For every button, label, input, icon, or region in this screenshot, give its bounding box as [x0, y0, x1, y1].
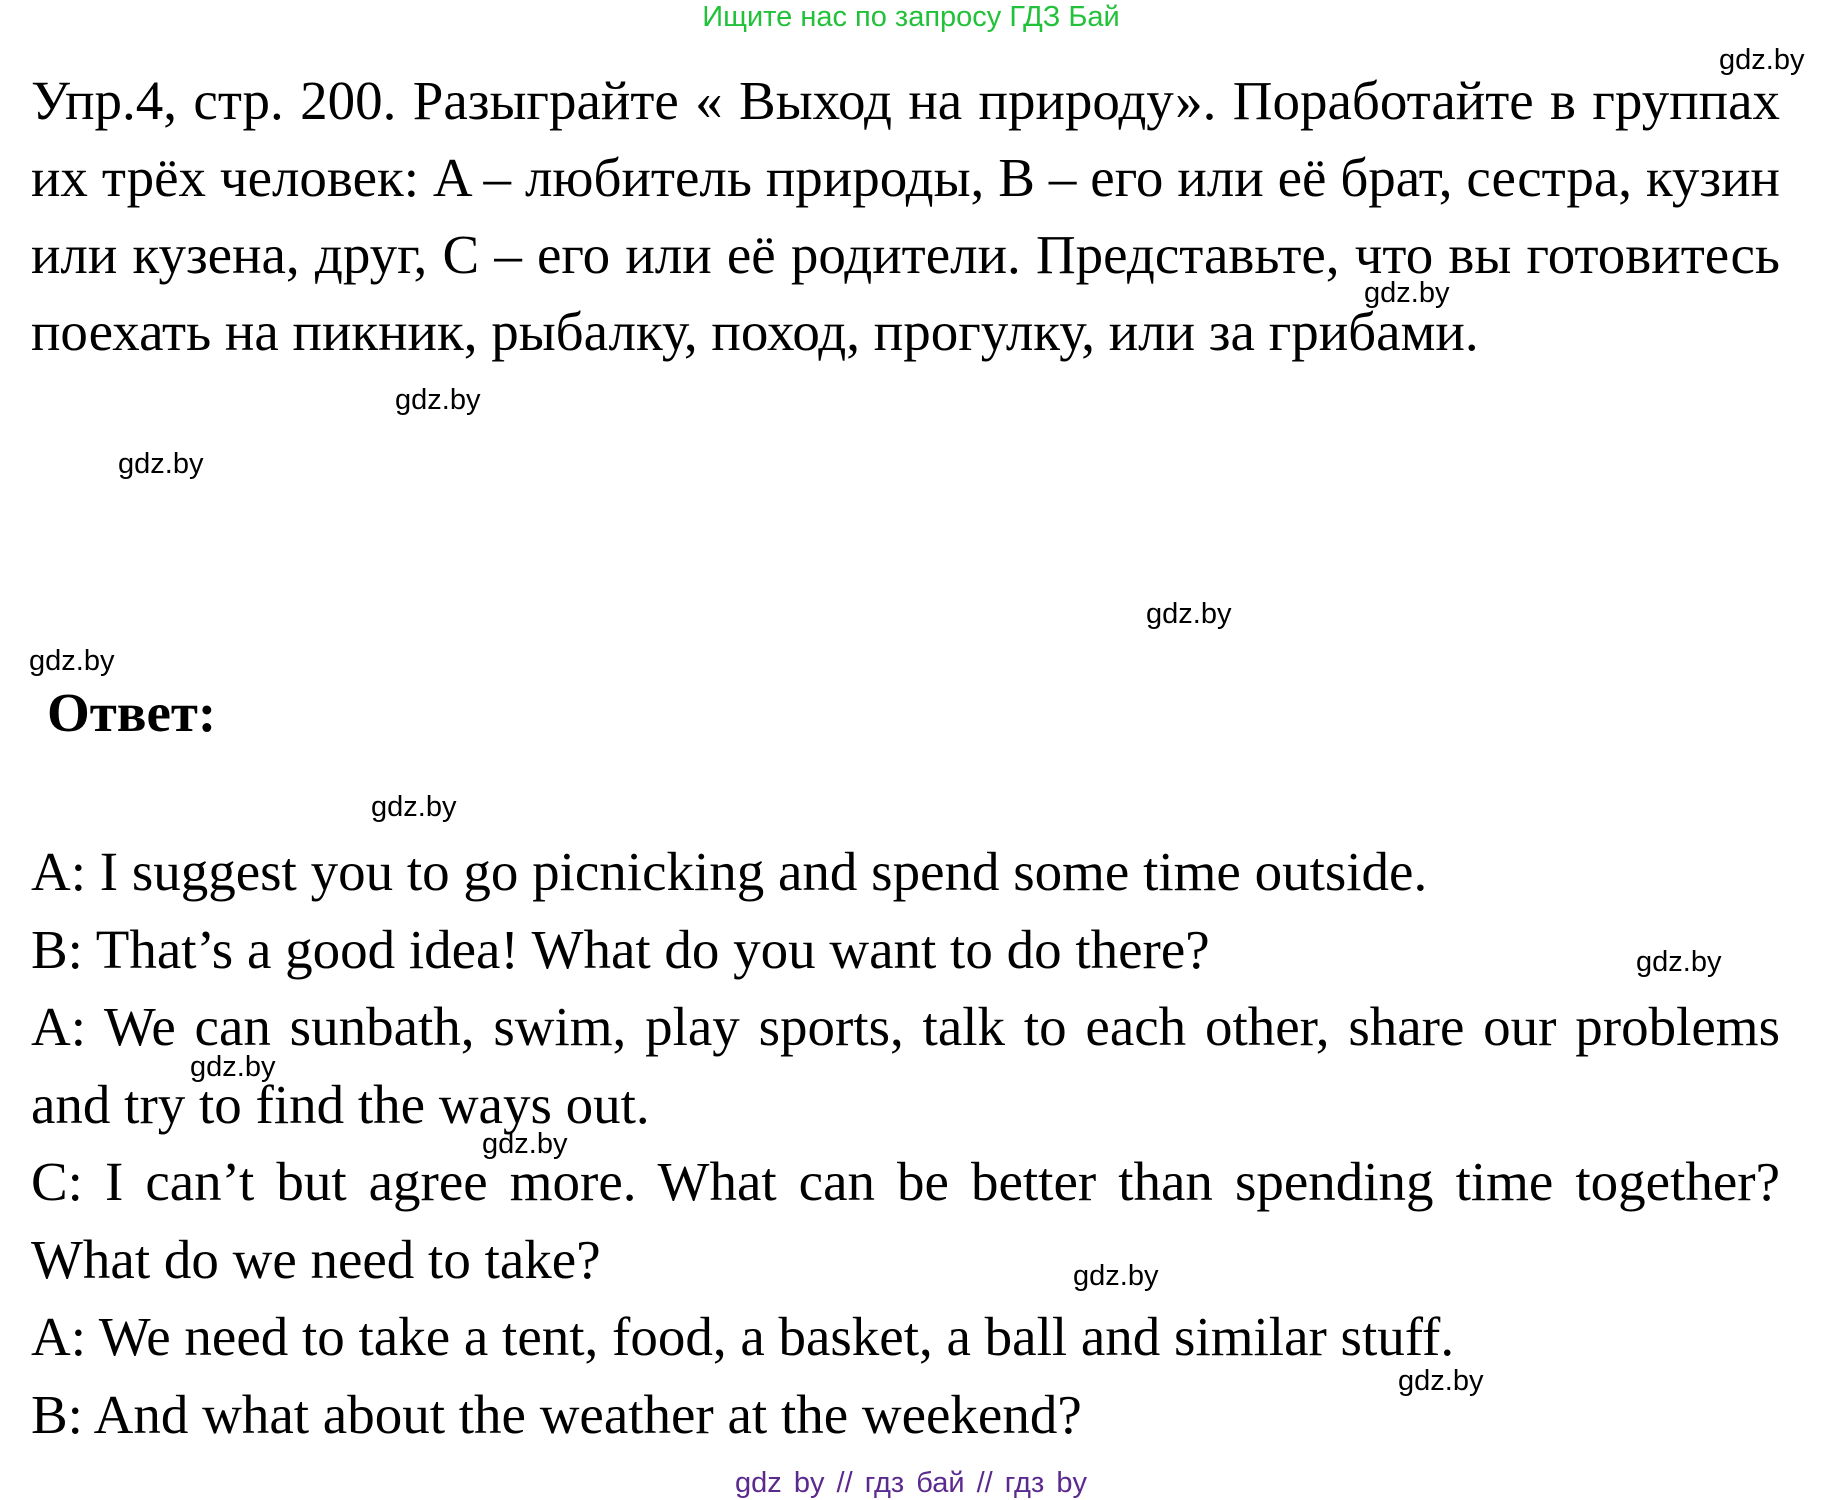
watermark: gdz.by — [1073, 1260, 1159, 1292]
watermark: gdz.by — [1398, 1365, 1484, 1397]
watermark: gdz.by — [1146, 598, 1232, 630]
answer-heading: Ответ: — [47, 682, 217, 743]
top-banner: Ищите нас по запросу ГДЗ Бай — [702, 1, 1120, 33]
footer-links: gdz by // гдз бай // гдз by — [735, 1467, 1087, 1499]
watermark: gdz.by — [29, 645, 115, 677]
dialogue-line: A: We need to take a tent, food, a basket, a ball and similar stuff. — [31, 1306, 1455, 1367]
watermark: gdz.by — [190, 1051, 276, 1083]
dialogue — [31, 833, 1780, 1453]
watermark: gdz.by — [1364, 277, 1450, 309]
dialogue-line: A: We can sunbath, swim, play sports, talk to each other, share our problems and try to find the ways out. — [31, 996, 1780, 1135]
dialogue-line: C: I can’t but agree more. What can be better than spending time together? What do we need to take? — [31, 1151, 1780, 1290]
watermark: gdz.by — [395, 384, 481, 416]
watermark: gdz.by — [1636, 946, 1722, 978]
dialogue-line: B: And what about the weather at the weekend? — [31, 1383, 1082, 1445]
watermark: gdz.by — [118, 448, 204, 480]
watermark: gdz.by — [1719, 44, 1805, 76]
watermark: gdz.by — [371, 791, 457, 823]
dialogue-line: B: That’s a good idea! What do you want to do there? — [31, 918, 1210, 980]
task-text: Упр.4, стр. 200. Разыграйте « Выход на природу». Поработайте в группах их трёх человек: A – любитель природы, B – его или её брат, сестра, кузин или кузена, друг, C – его или её родители. Представьте, что вы готовитесь поехать на пикник, рыбалку, поход, прогулку, или за грибами. — [31, 70, 1780, 362]
watermark: gdz.by — [482, 1128, 568, 1160]
dialogue-line: A: I suggest you to go picnicking and spend some time outside. — [31, 841, 1428, 902]
